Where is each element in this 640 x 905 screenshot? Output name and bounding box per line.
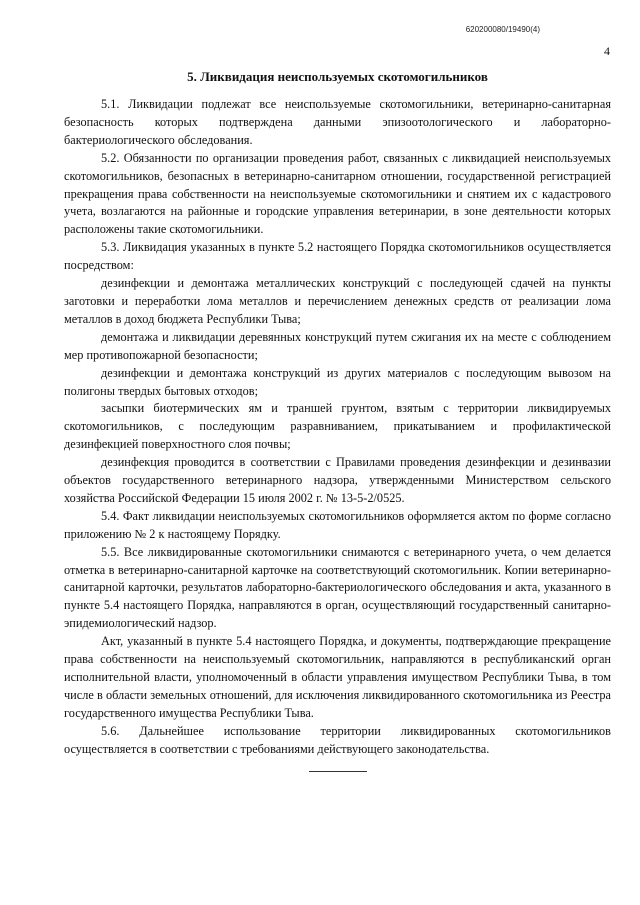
paragraph-5-5-act: Акт, указанный в пункте 5.4 настоящего Порядка, и документы, подтверждающие прекращение права собственности на неиспользуемый скотомогильник, направляются в республиканский орган исполнительной власти, уполномоченный в области управления имуществом Республики Тыва, в том числе в области земельных отношений, для исключения ликвидированного скотомогильника из Реестра государственного имущества Республики Тыва. xyxy=(64,634,611,720)
page-number: 4 xyxy=(604,44,610,58)
section-title: 5. Ликвидация неиспользуемых скотомогильников xyxy=(187,69,488,84)
paragraph-5-4: 5.4. Факт ликвидации неиспользуемых скотомогильников оформляется актом по форме согласно приложению № 2 к настоящему Порядку. xyxy=(64,508,611,541)
paragraph-5-5: 5.5. Все ликвидированные скотомогильники снимаются с ветеринарного учета, о чем делается отметка в ветеринарно-санитарной карточке на соответствующий скотомогильник. Копии ветеринарно-санитарной карточки, результатов лабораторно-бактериологического обследования и акта, указанного в пункте 5.4 настоящего Порядка, направляются в орган, осуществляющий государственный санитарно-эпидемиологический надзор. xyxy=(64,544,611,631)
paragraph-5-3-item-3: дезинфекции и демонтажа конструкций из других материалов с последующим вывозом на полигоны твердых бытовых отходов; xyxy=(64,365,611,398)
end-divider xyxy=(309,771,367,772)
paragraph-5-3-item-5: дезинфекция проводится в соответствии с Правилами проведения дезинфекции и дезинвазии объектов государственного ветеринарного надзора, утвержденными Министерством сельского хозяйства Российской Федерации 15 июля 2002 г. № 13-5-2/0525. xyxy=(64,455,611,505)
document-code: 620200080/19490(4) xyxy=(465,25,540,34)
document-body xyxy=(64,68,611,772)
paragraph-5-3-item-1: дезинфекции и демонтажа металлических конструкций с последующей сдачей на пункты заготовки и переработки лома металлов и перечислением денежных средств от реализации лома металлов в доход бюджета Республики Тыва; xyxy=(64,276,611,326)
paragraph-5-3-item-2: демонтажа и ликвидации деревянных конструкций путем сжигания их на месте с соблюдением мер противопожарной безопасности; xyxy=(64,329,611,362)
paragraph-5-3-item-4: засыпки биотермических ям и траншей грунтом, взятым с территории ликвидируемых скотомогильников, с последующим разравниванием, прикатыванием и профилактической дезинфекцией поверхностного слоя почвы; xyxy=(64,401,611,452)
paragraph-5-6: 5.6. Дальнейшее использование территории ликвидированных скотомогильников осуществляется в соответствии с требованиями действующего законодательства. xyxy=(64,723,611,756)
paragraph-5-1: 5.1. Ликвидации подлежат все неиспользуемые скотомогильники, ветеринарно-санитарная безопасность которых подтверждена данными эпизоотологического и лабораторно-бактериологического обследования. xyxy=(64,97,611,147)
paragraph-5-2: 5.2. Обязанности по организации проведения работ, связанных с ликвидацией неиспользуемых скотомогильников, безопасных в ветеринарно-санитарном отношении, государственной регистрацией прекращения права собственности на неиспользуемые скотомогильники и снятием их с кадастрового учета, возлагаются на районные и городские управления ветеринарии, в зоне деятельности которых расположены такие скотомогильники. xyxy=(64,150,611,237)
paragraph-5-3: 5.3. Ликвидация указанных в пункте 5.2 настоящего Порядка скотомогильников осуществляется посредством: xyxy=(64,240,611,273)
